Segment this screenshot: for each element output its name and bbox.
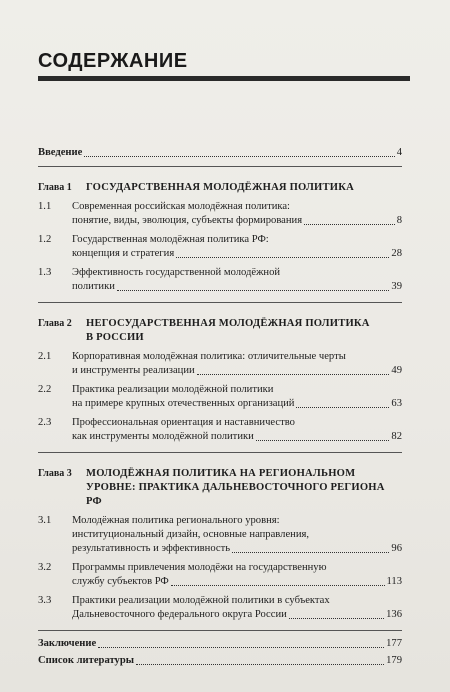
toc-section-entry[interactable] [38,350,402,378]
leader-dots [136,663,384,665]
toc-page-number: 28 [391,248,402,259]
toc-section-entry[interactable] [38,416,402,444]
toc-page-number: 63 [391,398,402,409]
section-title-line: как инструменты молодёжной политики [72,431,254,442]
title-rule [38,76,410,81]
section-number: 1.3 [38,267,52,278]
divider [38,630,402,631]
toc-section-entry[interactable] [38,233,402,261]
toc-page-number: 179 [386,655,402,666]
chapter-title-line: ГОСУДАРСТВЕННАЯ МОЛОДЁЖНАЯ ПОЛИТИКА [86,182,354,193]
section-title-line: и инструменты реализации [72,365,195,376]
section-title-line: Практики реализации молодёжной политики в субъектах [72,595,330,606]
chapter-number: Глава 3 [38,468,72,479]
toc-page-number: 8 [396,215,402,226]
section-title-line: Молодёжная политика регионального уровня: [72,515,280,526]
toc-page-number: 82 [391,431,402,442]
chapter-heading[interactable] [38,317,402,345]
toc-entry-conclusion[interactable] [38,637,402,651]
section-title-line: на примере крупных отечественных организаций [72,398,295,409]
toc-section-entry[interactable] [38,266,402,294]
table-of-contents [38,146,402,668]
section-title-line: Государственная молодёжная политика РФ: [72,234,269,245]
chapter-title-line: УРОВНЕ: ПРАКТИКА ДАЛЬНЕВОСТОЧНОГО РЕГИОНА РФ [86,482,385,507]
section-title-line: понятие, виды, эволюция, субъекты формирования [72,215,303,226]
chapters-list [38,181,402,622]
leader-dots [296,406,389,408]
section-title-line: Практика реализации молодёжной политики [72,384,274,395]
toc-page-number: 49 [391,365,402,376]
section-number: 2.3 [38,417,52,428]
leader-dots [98,646,384,648]
leader-dots [117,289,390,291]
toc-section-entry[interactable] [38,383,402,411]
chapter-heading[interactable] [38,181,402,195]
chapter-number: Глава 1 [38,182,72,193]
chapter-title-line: НЕГОСУДАРСТВЕННАЯ МОЛОДЁЖНАЯ ПОЛИТИКА [86,318,370,329]
section-title-line: Современная российская молодёжная политика: [72,201,290,212]
toc-section-entry[interactable] [38,200,402,228]
chapter-number: Глава 2 [38,318,72,329]
leader-dots [197,373,390,375]
toc-page-number: 136 [386,609,402,620]
leader-dots [84,155,394,157]
section-title-line: Эффективность государственной молодёжной [72,267,281,278]
leader-dots [304,223,395,225]
chapter-title-line: МОЛОДЁЖНАЯ ПОЛИТИКА НА РЕГИОНАЛЬНОМ [86,468,356,479]
toc-section-entry[interactable] [38,514,402,556]
toc-entry-label: Заключение [38,638,97,649]
section-title-line: концепция и стратегия [72,248,175,259]
section-number: 3.3 [38,595,52,606]
divider [38,166,402,167]
section-title-line: Программы привлечения молодёжи на государственную [72,562,327,573]
leader-dots [256,439,390,441]
chapter-title-line: В РОССИИ [86,332,144,343]
section-title-line: политики [72,281,115,292]
leader-dots [176,256,389,258]
section-number: 1.2 [38,234,52,245]
toc-page-number: 96 [391,543,402,554]
divider [38,452,402,453]
section-number: 2.1 [38,351,52,362]
section-title-line: институциональный дизайн, основные направления, [72,529,310,540]
toc-page-number: 4 [396,147,402,158]
section-number: 1.1 [38,201,52,212]
page-title: СОДЕРЖАНИЕ [38,50,188,72]
section-number: 3.2 [38,562,52,573]
toc-section-entry[interactable] [38,561,402,589]
leader-dots [171,584,385,586]
section-title-line: Дальневосточного федерального округа России [72,609,287,620]
leader-dots [289,617,384,619]
toc-section-entry[interactable] [38,594,402,622]
leader-dots [232,551,389,553]
toc-page-number: 39 [391,281,402,292]
toc-entry-label: Список литературы [38,655,135,666]
section-title-line: Профессиональная ориентация и наставничество [72,417,295,428]
toc-page-number: 113 [386,576,402,587]
toc-page-number: 177 [386,638,402,649]
divider [38,302,402,303]
chapter-heading[interactable] [38,467,402,509]
toc-entry-references[interactable] [38,654,402,668]
section-number: 2.2 [38,384,52,395]
section-number: 3.1 [38,515,52,526]
toc-entry-intro[interactable] [38,146,402,160]
toc-entry-label: Введение [38,147,83,158]
section-title-line: результативность и эффективность [72,543,231,554]
section-title-line: Корпоративная молодёжная политика: отличительные черты [72,351,346,362]
section-title-line: службу субъектов РФ [72,576,169,587]
